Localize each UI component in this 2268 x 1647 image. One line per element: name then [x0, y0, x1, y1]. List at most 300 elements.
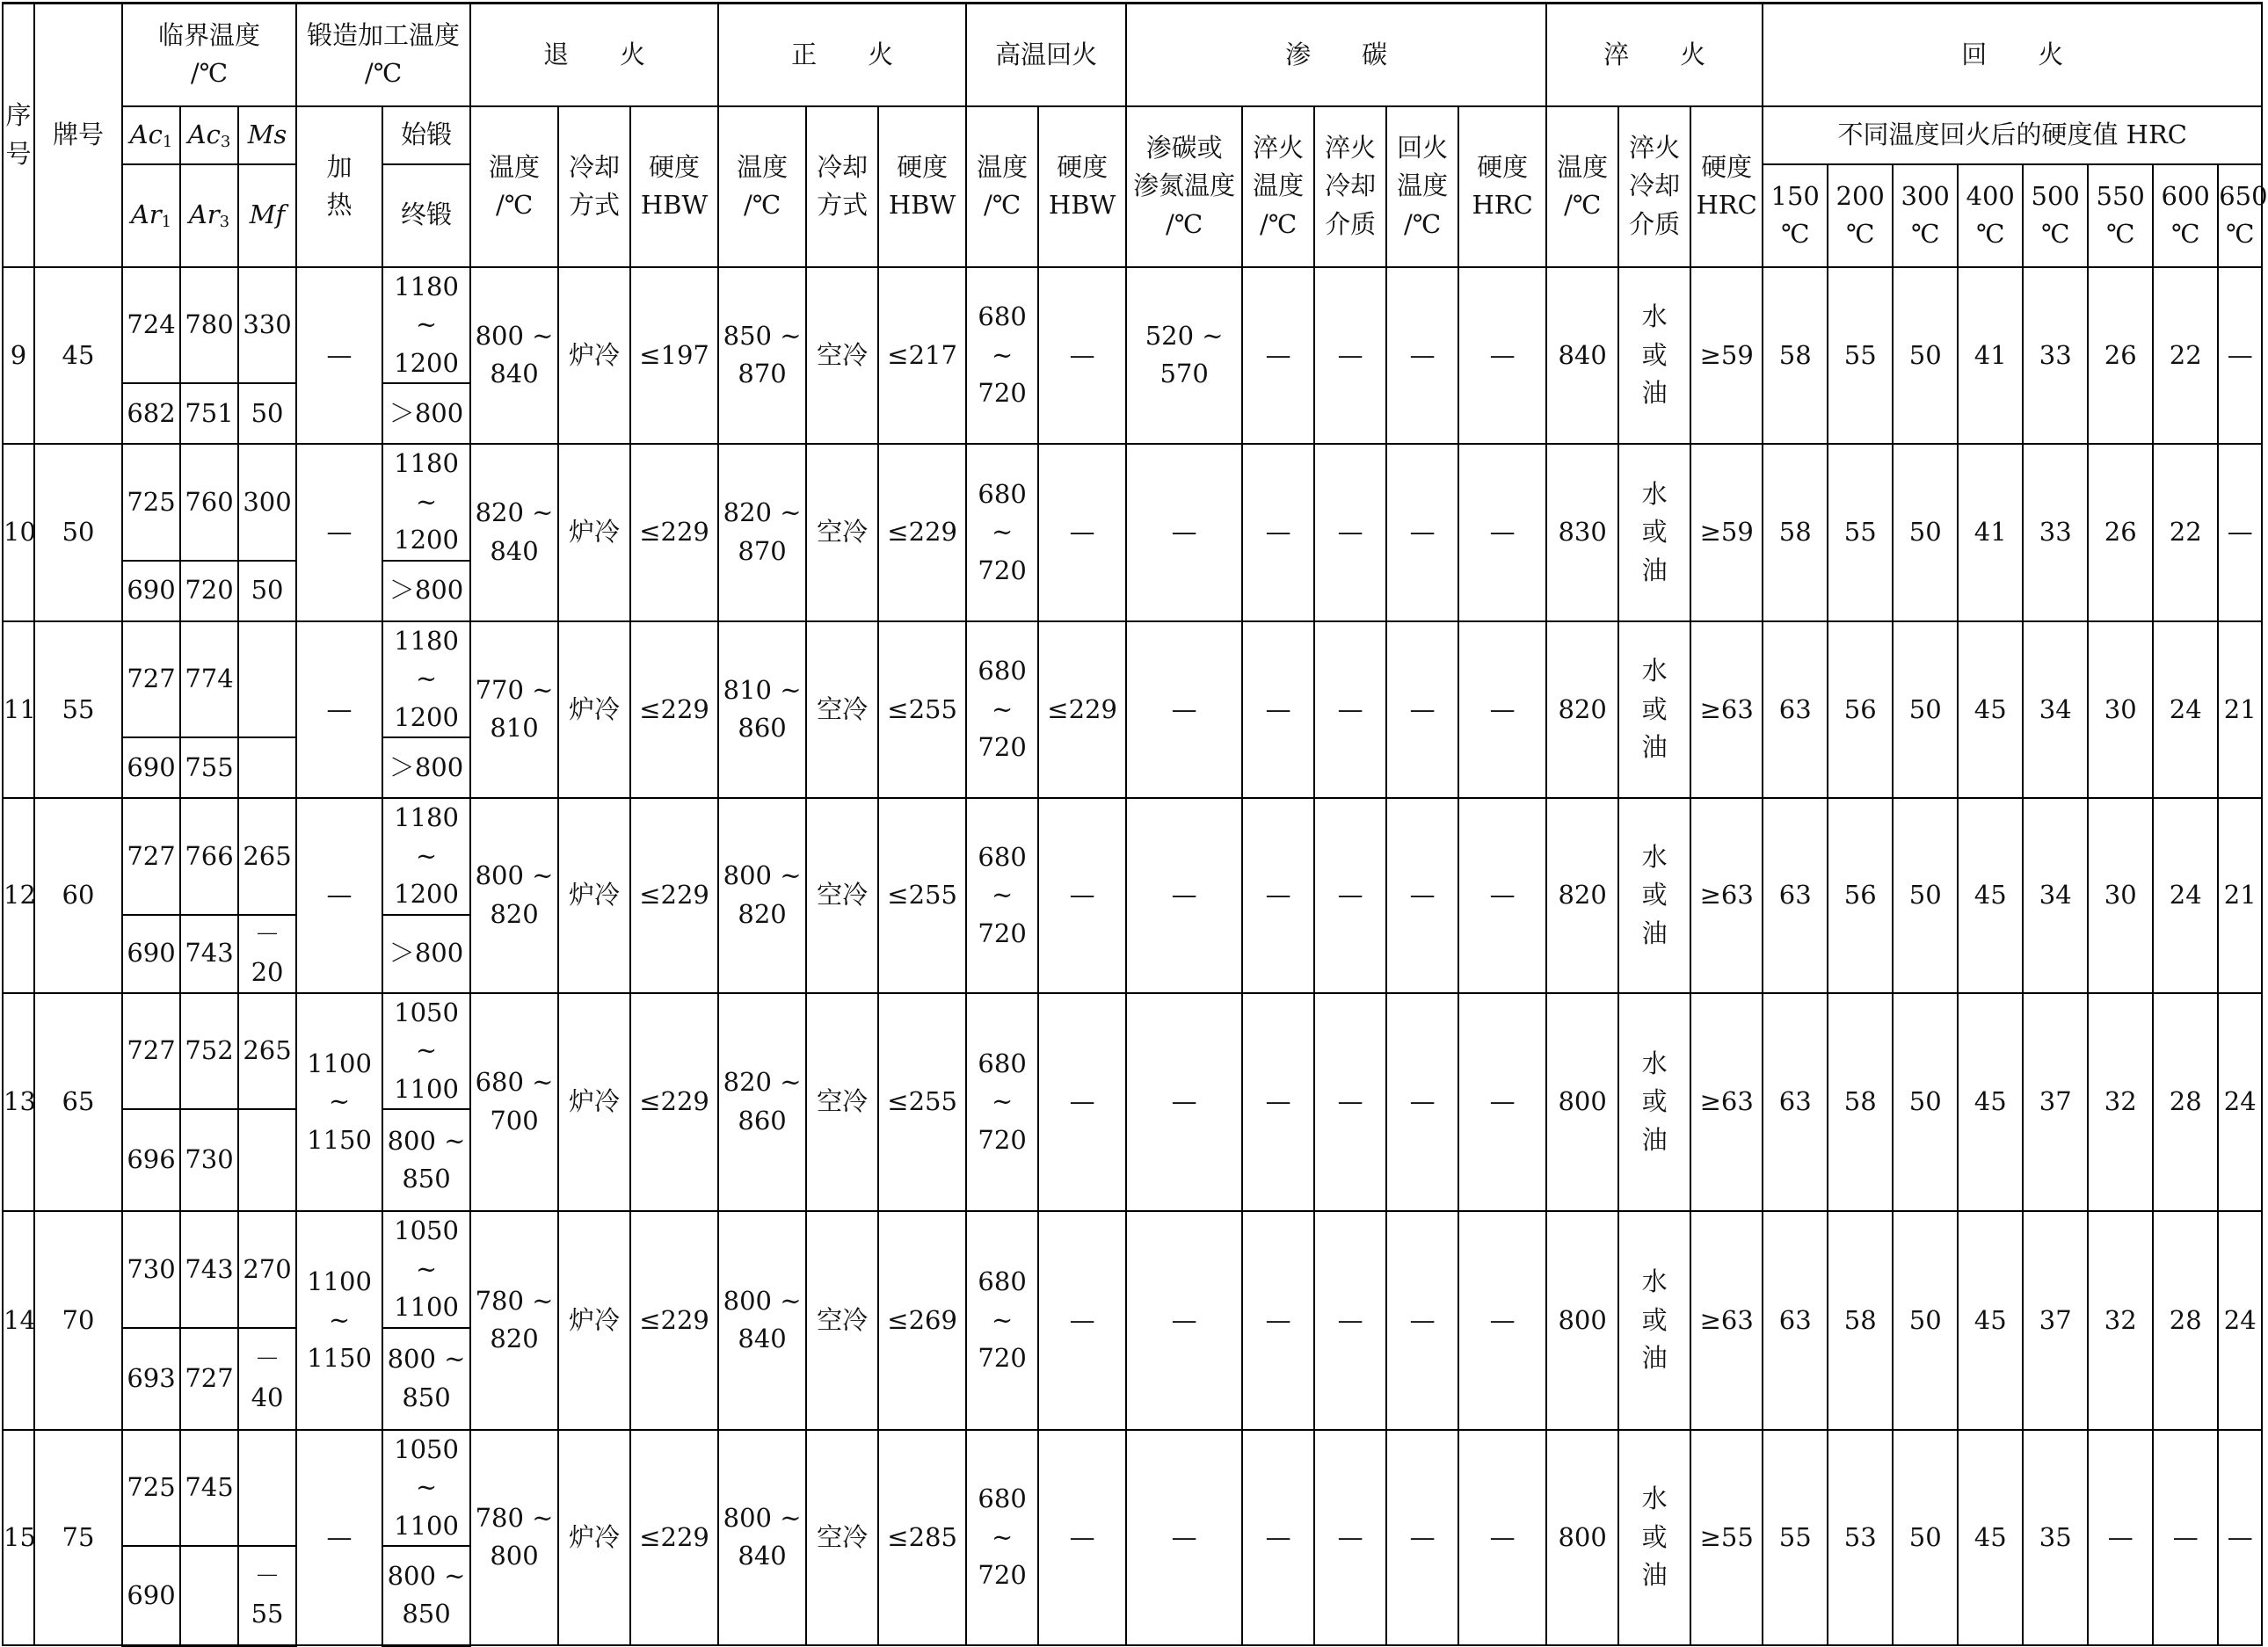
ht-temp-cell-value: 680 ~ 720 — [978, 656, 1027, 762]
header-temper-label: 回 火 — [1961, 39, 2064, 69]
end-forge-cell-value: 800 ~ 850 — [387, 1125, 466, 1194]
quench-temp-cell-value: 830 — [1558, 517, 1607, 547]
header-critical-temp — [122, 4, 296, 106]
carb-temp-cell — [1126, 444, 1242, 621]
forge-heat-cell-value: — — [326, 339, 353, 370]
carb-quench-medium-cell-value: — — [1337, 1304, 1363, 1335]
carb-quench-temp-cell — [1242, 267, 1314, 445]
ar3-cell-value: 720 — [185, 575, 234, 606]
ar3-symbol: Ar — [188, 200, 220, 230]
temper-hrc-cell-value: 53 — [1843, 1521, 1877, 1552]
anneal-temp-cell-value: 780 ~ 820 — [475, 1285, 554, 1354]
norm-temp-cell — [718, 444, 806, 621]
quench-temp-cell — [1546, 621, 1618, 799]
carb-hard-cell-value: — — [1489, 517, 1516, 547]
norm-hard-cell — [878, 1211, 966, 1430]
quench-temp-cell — [1546, 798, 1618, 993]
header-forge-label: 锻造加工温度 /℃ — [307, 19, 461, 89]
temper-hrc-cell-value: 50 — [1908, 517, 1942, 547]
carb-hard-cell-value: — — [1489, 1304, 1516, 1335]
carb-quench-temp-cell-value: — — [1265, 1086, 1291, 1116]
norm-temp-cell-value: 800 ~ 840 — [723, 1502, 802, 1571]
seq-cell-value: 15 — [4, 1521, 36, 1552]
ar1-cell — [122, 737, 180, 798]
ht-temp-cell — [966, 1430, 1038, 1646]
ht-hard-cell-value: — — [1069, 1521, 1095, 1552]
quench-medium-cell — [1618, 1430, 1690, 1646]
temper-hrc-cell-value: 63 — [1778, 880, 1812, 910]
temper-hrc-cell-value: 33 — [2039, 339, 2072, 370]
header-carb-temp — [1126, 106, 1242, 267]
temper-hrc-cell-value: 30 — [2104, 880, 2137, 910]
temper-hrc-cell — [2153, 621, 2218, 799]
temper-hrc-cell-value: 45 — [1974, 880, 2007, 910]
temper-hrc-cell — [1958, 621, 2023, 799]
temper-hrc-cell — [1828, 444, 1893, 621]
forge-heat-cell — [296, 621, 382, 799]
header-grade — [34, 4, 122, 267]
mf-cell — [238, 915, 296, 993]
norm-temp-cell-value: 850 ~ 870 — [723, 320, 802, 389]
carb-quench-medium-cell-value: — — [1337, 693, 1363, 724]
quench-temp-cell — [1546, 267, 1618, 445]
ac3-symbol: Ac — [187, 119, 221, 149]
ar3-cell-value: 743 — [185, 938, 234, 969]
quench-temp-cell — [1546, 993, 1618, 1212]
ms-cell — [238, 621, 296, 738]
carb-temp-cell-value: — — [1171, 1304, 1197, 1335]
temper-hrc-cell — [1893, 267, 1958, 445]
ac1-cell — [122, 267, 180, 384]
ar1-cell — [122, 383, 180, 444]
forge-heat-cell-value: 1100 ~ 1150 — [307, 1048, 372, 1155]
header-norm-cool — [806, 106, 878, 267]
temper-hrc-cell — [2023, 1430, 2088, 1646]
temper-hrc-cell — [2088, 1430, 2153, 1646]
start-forge-cell-value: 1050 ~ 1100 — [394, 997, 459, 1104]
temper-hrc-cell — [1828, 1430, 1893, 1646]
temper-hrc-cell — [1893, 621, 1958, 799]
ar1-cell-value: 696 — [127, 1144, 176, 1175]
quench-medium-cell — [1618, 798, 1690, 993]
ht-temp-cell — [966, 798, 1038, 993]
start-forge-cell — [382, 1211, 470, 1328]
ac3-subscript: 3 — [220, 132, 231, 151]
norm-cool-cell-value: 空冷 — [817, 339, 869, 370]
temper-200-label: 200 ℃ — [1835, 180, 1885, 249]
seq-cell-value: 9 — [10, 339, 27, 370]
grade-cell — [34, 444, 122, 621]
temper-hrc-cell-value: 32 — [2104, 1304, 2137, 1335]
header-anneal-cool — [558, 106, 630, 267]
grade-cell-value: 50 — [62, 517, 95, 547]
temper-hrc-cell-value: 24 — [2169, 693, 2202, 724]
ar3-cell — [180, 1546, 238, 1645]
temper-hrc-cell-value: 63 — [1778, 693, 1812, 724]
ht-temp-cell — [966, 444, 1038, 621]
mf-cell — [238, 383, 296, 444]
carb-temp-cell-value: — — [1171, 880, 1197, 910]
norm-temp-cell-value: 820 ~ 870 — [723, 497, 802, 566]
quench-medium-cell-value: 水 或 油 — [1641, 841, 1668, 948]
carb-quench-temp-cell — [1242, 1211, 1314, 1430]
ht-temp-cell-value: 680 ~ 720 — [978, 841, 1027, 948]
norm-hard-cell — [878, 1430, 966, 1646]
start-forge-cell — [382, 621, 470, 738]
header-temper-subtitle-label: 不同温度回火后的硬度值 HRC — [1837, 119, 2187, 149]
ht-temp-cell — [966, 1211, 1038, 1430]
seq-cell — [3, 1430, 34, 1646]
ms-cell — [238, 993, 296, 1110]
temper-hrc-cell — [2153, 444, 2218, 621]
ar1-cell — [122, 915, 180, 993]
norm-temp-cell — [718, 1211, 806, 1430]
header-anneal-hard-label: 硬度 HBW — [640, 151, 709, 220]
ac1-cell — [122, 444, 180, 561]
carb-temp-cell-value: — — [1171, 517, 1197, 547]
anneal-temp-cell-value: 800 ~ 840 — [475, 320, 554, 389]
temper-hrc-cell — [2153, 267, 2218, 445]
header-carb-hard — [1458, 106, 1546, 267]
carb-hard-cell — [1458, 1430, 1546, 1646]
norm-hard-cell-value: ≤217 — [887, 339, 957, 370]
header-temper-150 — [1763, 164, 1828, 267]
ac1-cell-value: 727 — [127, 840, 176, 871]
header-temper — [1763, 4, 2262, 106]
anneal-temp-cell — [470, 1211, 558, 1430]
end-forge-cell-value: ＞800 — [389, 751, 464, 782]
ar3-cell — [180, 737, 238, 798]
carb-hard-cell-value: — — [1489, 339, 1516, 370]
temper-hrc-cell — [2023, 621, 2088, 799]
header-end-forge — [382, 164, 470, 267]
temper-hrc-cell — [2218, 1430, 2262, 1646]
temper-hrc-cell — [2218, 798, 2262, 993]
end-forge-cell — [382, 1546, 470, 1645]
temper-hrc-cell — [2088, 444, 2153, 621]
ac3-cell — [180, 798, 238, 915]
quench-temp-cell — [1546, 1211, 1618, 1430]
quench-medium-cell-value: 水 或 油 — [1641, 656, 1668, 762]
start-forge-cell-value: 1180 ~ 1200 — [394, 625, 459, 732]
forge-heat-cell-value: — — [326, 1521, 353, 1552]
carb-quench-temp-cell-value: — — [1265, 693, 1291, 724]
carb-quench-medium-cell — [1314, 621, 1386, 799]
ar1-cell-value: 682 — [127, 397, 176, 428]
ac3-cell-value: 752 — [185, 1035, 234, 1065]
end-forge-cell — [382, 915, 470, 993]
anneal-hard-cell — [630, 1430, 718, 1646]
end-forge-cell-value: 800 ~ 850 — [387, 1560, 466, 1629]
carb-hard-cell — [1458, 798, 1546, 993]
grade-cell — [34, 267, 122, 445]
norm-temp-cell — [718, 621, 806, 799]
mf-cell-value: －55 — [251, 1560, 284, 1629]
temper-hrc-cell-value: 26 — [2104, 339, 2137, 370]
ms-cell — [238, 798, 296, 915]
ac3-cell — [180, 1211, 238, 1328]
header-anneal-label: 退 火 — [543, 39, 646, 69]
temper-hrc-cell-value: 28 — [2169, 1086, 2202, 1116]
ht-hard-cell-value: — — [1069, 1086, 1095, 1116]
anneal-temp-cell — [470, 267, 558, 445]
table-row — [3, 1430, 2262, 1547]
norm-temp-cell — [718, 267, 806, 445]
quench-medium-cell — [1618, 1211, 1690, 1430]
anneal-temp-cell-value: 820 ~ 840 — [475, 497, 554, 566]
anneal-hard-cell — [630, 798, 718, 993]
ar1-cell-value: 690 — [127, 1579, 176, 1610]
carb-quench-temp-cell — [1242, 444, 1314, 621]
temper-hrc-cell-value: 58 — [1843, 1086, 1877, 1116]
header-temper-300 — [1893, 164, 1958, 267]
header-quench-medium — [1618, 106, 1690, 267]
header-ar1 — [122, 164, 180, 267]
norm-hard-cell — [878, 444, 966, 621]
anneal-hard-cell-value: ≤229 — [639, 517, 709, 547]
carb-temp-cell-value: 520 ~ 570 — [1145, 320, 1224, 389]
ms-cell-value: 265 — [243, 840, 292, 871]
temper-hrc-cell-value: — — [2227, 339, 2253, 370]
header-norm-hard — [878, 106, 966, 267]
quench-temp-cell-value: 840 — [1558, 339, 1607, 370]
temper-hrc-cell-value: 50 — [1908, 1304, 1942, 1335]
ms-cell-value: 265 — [243, 1035, 292, 1065]
carb-hard-cell-value: — — [1489, 1086, 1516, 1116]
mf-cell — [238, 1546, 296, 1645]
ht-temp-cell — [966, 267, 1038, 445]
ht-hard-cell-value: — — [1069, 880, 1095, 910]
carb-quench-temp-cell — [1242, 1430, 1314, 1646]
header-row-2 — [3, 106, 2262, 164]
header-ht-temp-label: 温度 /℃ — [977, 151, 1029, 220]
carb-quench-medium-cell-value: — — [1337, 1086, 1363, 1116]
carb-hard-cell-value: — — [1489, 693, 1516, 724]
grade-cell — [34, 993, 122, 1212]
ht-temp-cell — [966, 621, 1038, 799]
temper-hrc-cell-value: 35 — [2039, 1521, 2072, 1552]
end-forge-cell — [382, 1109, 470, 1211]
header-anneal — [470, 4, 718, 106]
anneal-temp-cell — [470, 1430, 558, 1646]
temper-hrc-cell-value: 34 — [2039, 880, 2072, 910]
temper-hrc-cell — [1763, 621, 1828, 799]
anneal-temp-cell — [470, 993, 558, 1212]
temper-hrc-cell — [2218, 444, 2262, 621]
carb-hard-cell-value: — — [1489, 880, 1516, 910]
forge-heat-cell — [296, 993, 382, 1212]
temper-hrc-cell — [2023, 993, 2088, 1212]
norm-temp-cell-value: 820 ~ 860 — [723, 1067, 802, 1135]
norm-hard-cell-value: ≤285 — [887, 1521, 957, 1552]
temper-hrc-cell-value: 37 — [2039, 1304, 2072, 1335]
table-row — [3, 267, 2262, 384]
temper-hrc-cell-value: 41 — [1974, 339, 2007, 370]
header-ac1 — [122, 106, 180, 164]
header-grade-label: 牌号 — [52, 120, 104, 149]
header-temper-550 — [2088, 164, 2153, 267]
mf-cell-value: 50 — [251, 575, 284, 606]
anneal-hard-cell — [630, 267, 718, 445]
norm-cool-cell — [806, 993, 878, 1212]
ar3-subscript: 3 — [219, 213, 230, 232]
carb-temp-cell — [1126, 621, 1242, 799]
mf-cell-value: －40 — [251, 1344, 284, 1412]
header-carb-quench-temp-label: 淬火 温度 /℃ — [1253, 132, 1305, 239]
anneal-hard-cell — [630, 444, 718, 621]
ms-cell — [238, 1211, 296, 1328]
carb-temper-temp-cell — [1386, 1211, 1458, 1430]
norm-hard-cell-value: ≤269 — [887, 1304, 957, 1335]
temper-hrc-cell-value: 37 — [2039, 1086, 2072, 1116]
start-forge-cell — [382, 267, 470, 384]
temper-hrc-cell — [2088, 267, 2153, 445]
ac1-cell — [122, 621, 180, 738]
carb-temper-temp-cell — [1386, 993, 1458, 1212]
quench-temp-cell-value: 800 — [1558, 1521, 1607, 1552]
ac1-symbol: Ac — [129, 119, 163, 149]
carb-quench-temp-cell-value: — — [1265, 1304, 1291, 1335]
carb-quench-temp-cell — [1242, 798, 1314, 993]
quench-hard-cell-value: ≥63 — [1699, 1304, 1754, 1335]
temper-hrc-cell — [2023, 444, 2088, 621]
table-row — [3, 621, 2262, 738]
temper-hrc-cell-value: 55 — [1843, 339, 1877, 370]
ht-temp-cell-value: 680 ~ 720 — [978, 1048, 1027, 1155]
temper-hrc-cell-value: 32 — [2104, 1086, 2137, 1116]
norm-temp-cell — [718, 993, 806, 1212]
ar3-cell-value: 751 — [185, 397, 234, 428]
header-seq-label: 序 号 — [5, 100, 32, 169]
anneal-cool-cell-value: 炉冷 — [569, 1086, 621, 1116]
temper-hrc-cell — [1958, 798, 2023, 993]
anneal-cool-cell-value: 炉冷 — [569, 339, 621, 370]
carb-hard-cell-value: — — [1489, 1521, 1516, 1552]
norm-temp-cell-value: 800 ~ 840 — [723, 1285, 802, 1354]
header-start-forge-label: 始锻 — [401, 119, 453, 149]
norm-cool-cell — [806, 1211, 878, 1430]
temper-hrc-cell-value: — — [2172, 1521, 2199, 1552]
ht-hard-cell — [1038, 1211, 1126, 1430]
temper-hrc-cell-value: 26 — [2104, 517, 2137, 547]
temper-500-label: 500 ℃ — [2031, 180, 2080, 249]
start-forge-cell-value: 1050 ~ 1100 — [394, 1433, 459, 1541]
norm-cool-cell — [806, 267, 878, 445]
temper-hrc-cell-value: 50 — [1908, 1086, 1942, 1116]
quench-hard-cell — [1690, 444, 1763, 621]
anneal-cool-cell — [558, 621, 630, 799]
header-quench-label: 淬 火 — [1603, 39, 1706, 69]
header-quench-medium-label: 淬火 冷却 介质 — [1629, 132, 1681, 239]
forge-heat-cell — [296, 1430, 382, 1646]
anneal-temp-cell-value: 780 ~ 800 — [475, 1502, 554, 1571]
ms-symbol: Ms — [247, 119, 287, 149]
norm-cool-cell — [806, 1430, 878, 1646]
temper-hrc-cell-value: 63 — [1778, 1304, 1812, 1335]
quench-temp-cell — [1546, 1430, 1618, 1646]
temper-hrc-cell-value: 34 — [2039, 693, 2072, 724]
carb-quench-medium-cell — [1314, 798, 1386, 993]
header-anneal-cool-label: 冷却 方式 — [569, 151, 621, 220]
anneal-cool-cell — [558, 993, 630, 1212]
header-carb-quench-temp — [1242, 106, 1314, 267]
temper-400-label: 400 ℃ — [1966, 180, 2015, 249]
norm-hard-cell — [878, 621, 966, 799]
header-quench — [1546, 4, 1763, 106]
seq-cell-value: 11 — [4, 693, 36, 724]
header-ht-hard-label: 硬度 HBW — [1048, 151, 1116, 220]
ar1-subscript: 1 — [161, 213, 172, 232]
seq-cell-value: 13 — [4, 1086, 36, 1116]
header-high-temper — [966, 4, 1126, 106]
ht-temp-cell — [966, 993, 1038, 1212]
temper-hrc-cell — [2088, 621, 2153, 799]
start-forge-cell — [382, 444, 470, 561]
header-temper-500 — [2023, 164, 2088, 267]
ht-hard-cell — [1038, 444, 1126, 621]
ht-temp-cell-value: 680 ~ 720 — [978, 301, 1027, 408]
carb-quench-medium-cell — [1314, 993, 1386, 1212]
temper-hrc-cell — [2218, 267, 2262, 445]
carb-temper-temp-cell-value: — — [1409, 1521, 1436, 1552]
forge-heat-cell — [296, 1211, 382, 1430]
norm-temp-cell — [718, 798, 806, 993]
ac3-cell-value: 760 — [185, 486, 234, 517]
temper-hrc-cell — [1958, 444, 2023, 621]
norm-cool-cell-value: 空冷 — [817, 517, 869, 547]
temper-300-label: 300 ℃ — [1901, 180, 1950, 249]
carb-temper-temp-cell — [1386, 267, 1458, 445]
header-temper-200 — [1828, 164, 1893, 267]
temper-hrc-cell-value: 50 — [1908, 339, 1942, 370]
header-start-forge — [382, 106, 470, 164]
carb-quench-temp-cell — [1242, 621, 1314, 799]
quench-hard-cell-value: ≥63 — [1699, 693, 1754, 724]
ac1-cell-value: 725 — [127, 486, 176, 517]
norm-cool-cell-value: 空冷 — [817, 1521, 869, 1552]
header-carb-hard-label: 硬度 HRC — [1472, 151, 1533, 220]
seq-cell-value: 12 — [4, 880, 36, 910]
temper-550-label: 550 ℃ — [2096, 180, 2145, 249]
end-forge-cell-value: ＞800 — [389, 938, 464, 969]
header-norm-temp — [718, 106, 806, 267]
carb-quench-medium-cell-value: — — [1337, 1521, 1363, 1552]
start-forge-cell-value: 1180 ~ 1200 — [394, 448, 459, 555]
end-forge-cell-value: ＞800 — [389, 397, 464, 428]
header-temper-600 — [2153, 164, 2218, 267]
temper-hrc-cell-value: 55 — [1778, 1521, 1812, 1552]
seq-cell — [3, 267, 34, 445]
norm-cool-cell-value: 空冷 — [817, 1086, 869, 1116]
ar3-cell — [180, 1109, 238, 1211]
ar1-cell-value: 690 — [127, 751, 176, 782]
norm-hard-cell — [878, 798, 966, 993]
temper-hrc-cell-value: 56 — [1843, 693, 1877, 724]
temper-650-label: 650 ℃ — [2219, 180, 2268, 249]
norm-cool-cell-value: 空冷 — [817, 880, 869, 910]
temper-hrc-cell — [1893, 444, 1958, 621]
ac1-cell-value: 727 — [127, 1035, 176, 1065]
header-carb-quench-medium — [1314, 106, 1386, 267]
quench-medium-cell — [1618, 444, 1690, 621]
quench-hard-cell — [1690, 1211, 1763, 1430]
mf-cell-value: 50 — [251, 397, 284, 428]
temper-hrc-cell-value: — — [2227, 1521, 2253, 1552]
forge-heat-cell — [296, 267, 382, 445]
temper-hrc-cell — [1893, 798, 1958, 993]
quench-hard-cell-value: ≥63 — [1699, 880, 1754, 910]
temper-hrc-cell-value: 45 — [1974, 1521, 2007, 1552]
